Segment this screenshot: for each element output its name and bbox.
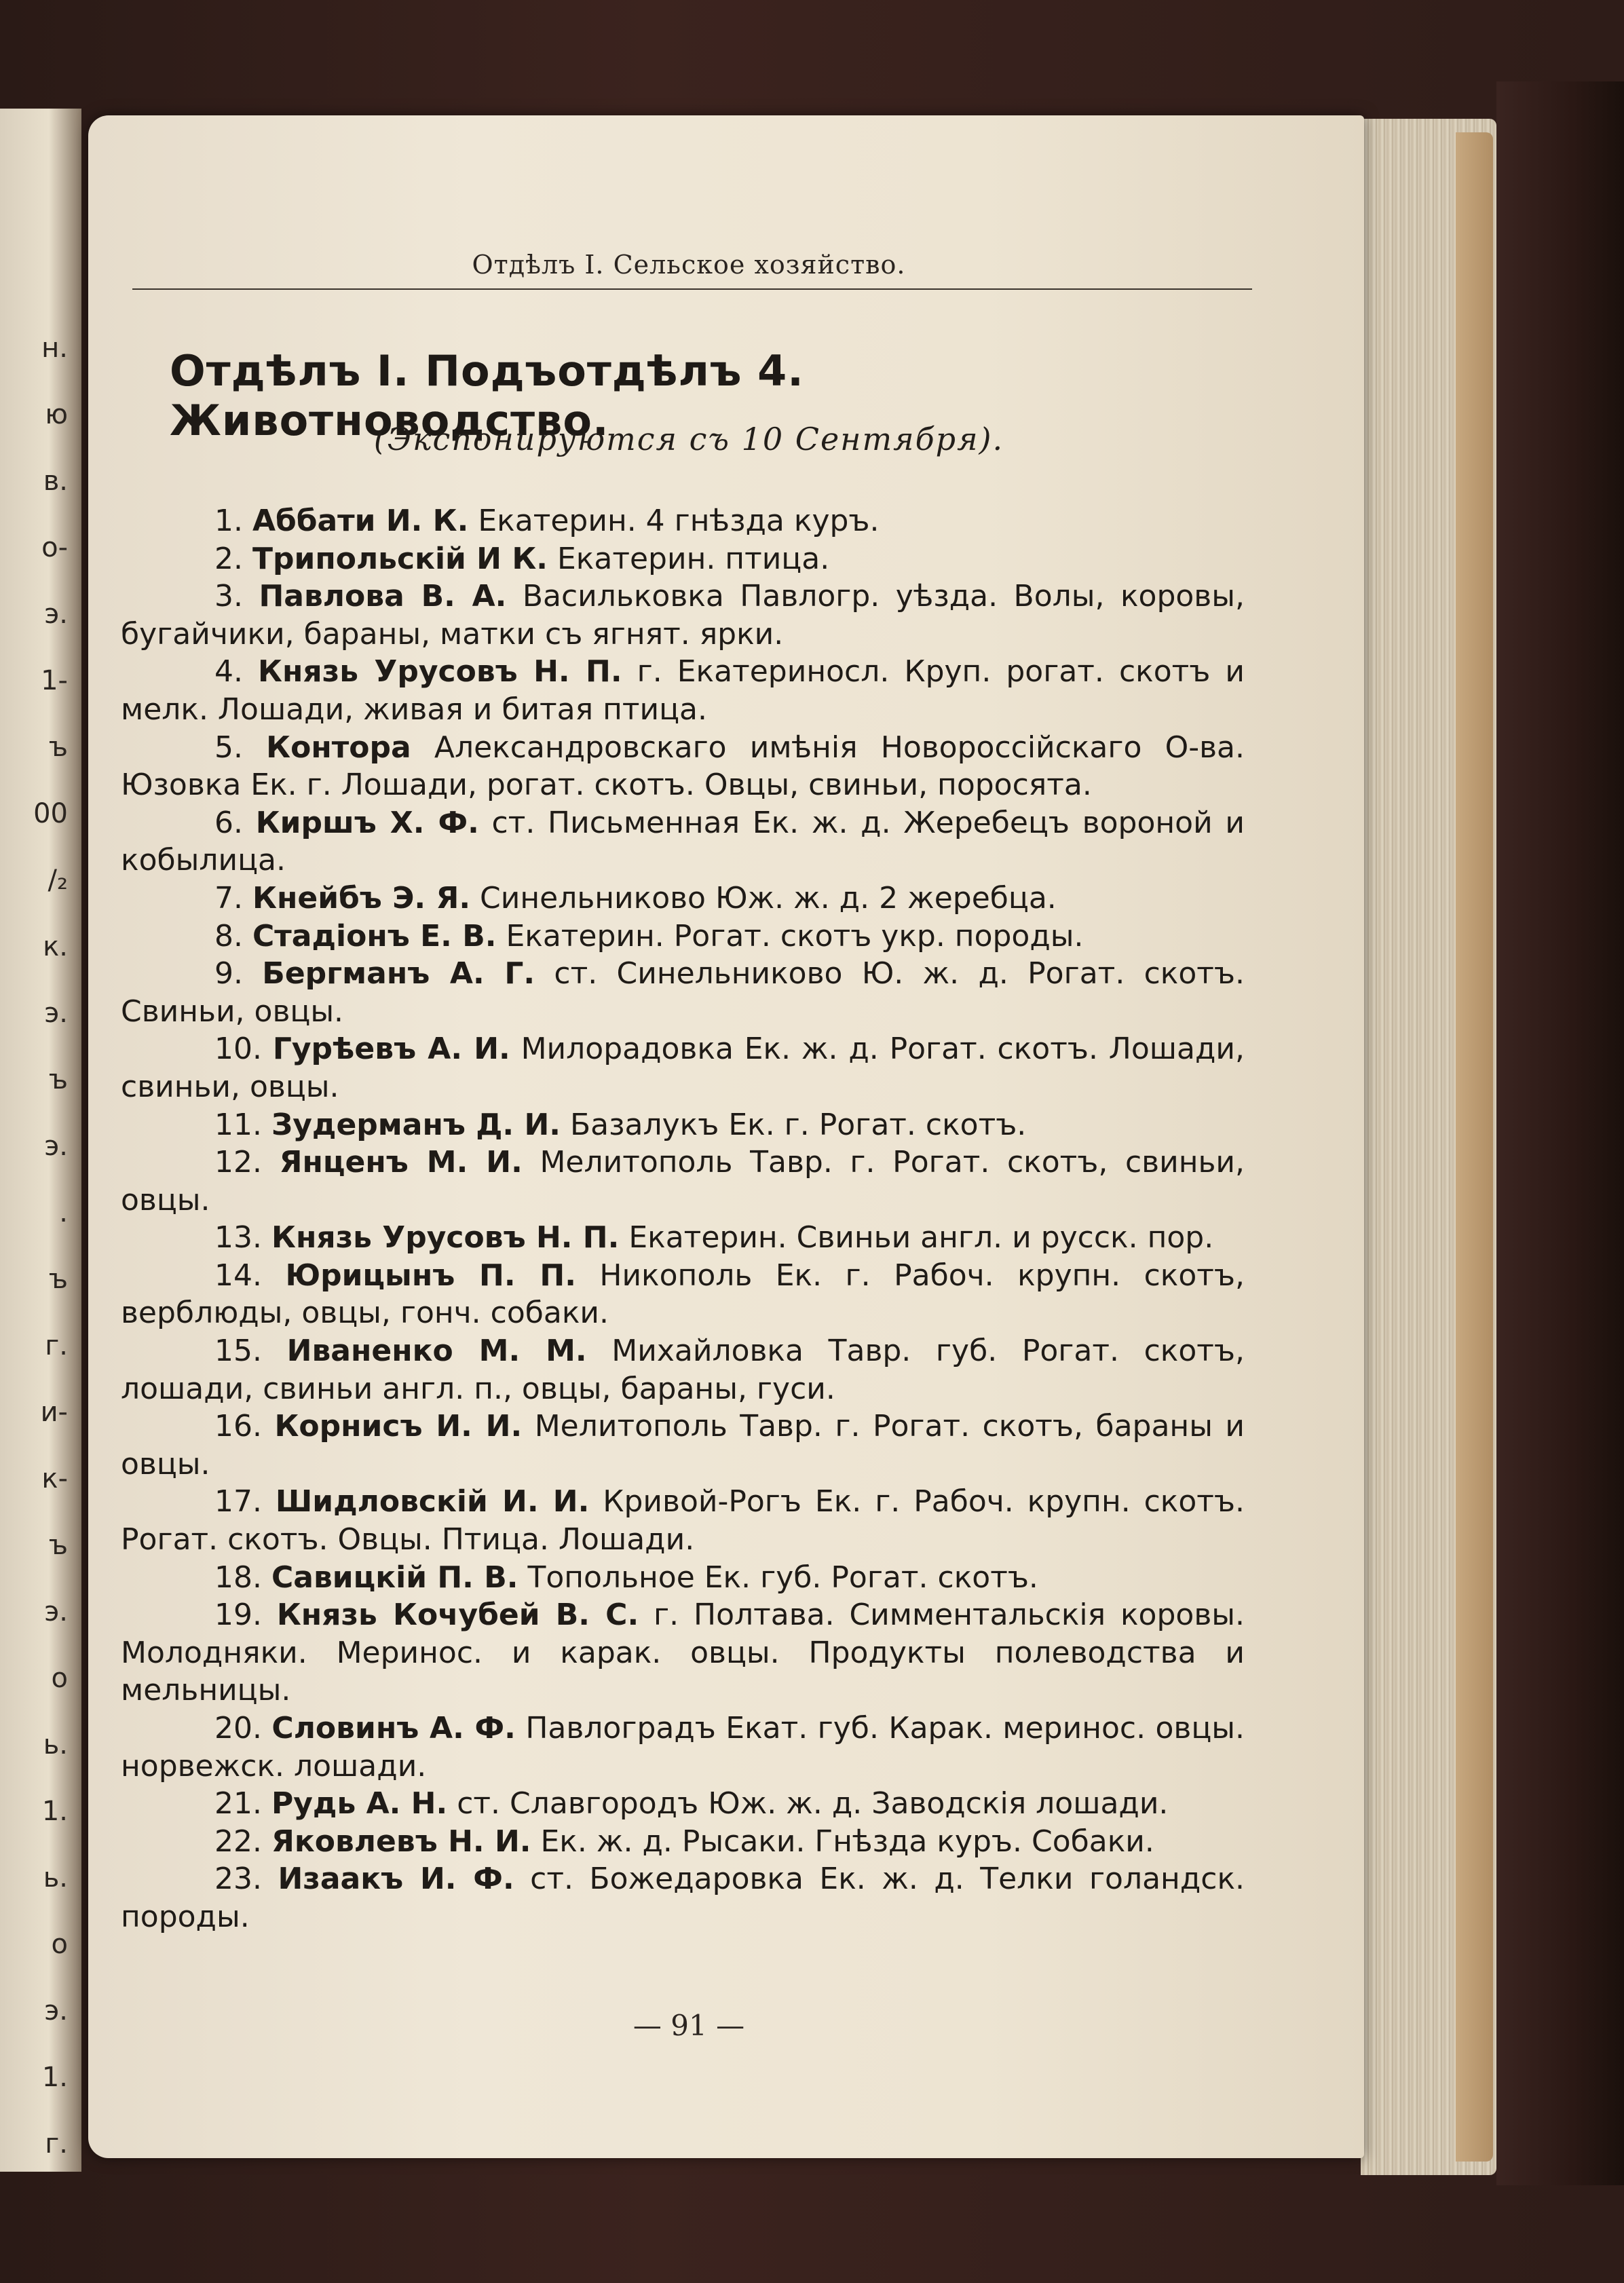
entry-number: 19. [214,1598,262,1633]
left-page-text-fragment: 00 [33,798,68,829]
entry-description: г. Полтава. Симментальскія коровы. Молодняки. Меринос. и карак. овцы. Продукты полеводства и мельницы. [121,1598,1245,1708]
left-page-text-fragment: э. [44,599,68,630]
entry-number: 16. [214,1409,262,1444]
exhibitor-entry [121,1144,1245,1219]
exhibitor-entry [121,1823,1245,1861]
entry-number: 12. [214,1145,262,1180]
exhibitor-name: Шидловскій И. И. [275,1484,590,1520]
entry-number: 5. [214,730,243,765]
exhibitor-name: Стадіонъ Е. В. [252,918,497,954]
entry-description: ст. Письменная Ек. ж. д. Жеребецъ вороной и кобылица. [121,805,1245,878]
entry-number: 13. [214,1220,262,1256]
left-page-text-fragment: 1. [41,1796,68,1827]
exhibitor-entry [121,1408,1245,1483]
exhibitor-name: Корнисъ И. И. [274,1409,523,1444]
entry-description: Михайловка Тавр. губ. Рогат. скотъ, лошади, свиньи англ. п., овцы, бараны, гуси. [121,1334,1245,1406]
entry-number: 4. [214,654,243,690]
exhibitor-entry [121,1559,1245,1597]
running-head: Отдѣлъ I. Сельское хозяйство. [472,250,906,280]
entry-description: Базалукъ Ек. г. Рогат. скотъ. [570,1107,1027,1142]
entry-number: 1. [214,504,243,538]
entry-description: Екатерин. Рогат. скотъ укр. породы. [506,918,1084,954]
entry-description: ст. Синельниково Ю. ж. д. Рогат. скотъ. Свиньи, овцы. [121,956,1245,1029]
exhibitor-name: Павлова В. А. [259,579,507,614]
exhibitor-name: Аббати И. К. [252,504,469,538]
exhibitor-entry [121,502,1245,540]
exhibitor-name: Киршъ Х. Ф. [255,805,479,840]
exhibition-date-subtitle: (Экспонируются съ 10 Сентября). [373,421,1004,457]
entry-number: 11. [214,1107,262,1142]
exhibitor-entry [121,918,1245,956]
entry-number: 21. [214,1786,262,1822]
entry-description: г. Екатериносл. Круп. рогат. скотъ и мелк. Лошади, живая и битая птица. [121,654,1245,727]
exhibitor-name: Янценъ М. И. [279,1145,523,1180]
exhibitor-name: Изаакъ И. Ф. [278,1862,514,1897]
entry-number: 18. [214,1560,262,1595]
exhibitor-list [121,502,1245,1936]
entry-number: 23. [214,1862,262,1897]
left-page-text-fragment: 1- [41,665,68,696]
entry-description: Мелитополь Тавр. г. Рогат. скотъ, свиньи, овцы. [121,1145,1245,1218]
exhibitor-entry [121,1332,1245,1408]
left-page-text-fragment: и- [40,1397,68,1428]
left-page-text-fragment: о [51,1929,68,1960]
left-page-text-fragment: ь. [43,1729,68,1760]
entry-description: Милорадовка Ек. ж. д. Рогат. скотъ. Лошади, свиньи, овцы. [121,1032,1245,1104]
entry-number: 17. [214,1484,262,1520]
exhibitor-entry [121,955,1245,1030]
exhibitor-entry [121,653,1245,728]
exhibitor-name: Словинъ А. Ф. [271,1711,516,1746]
exhibitor-name: Рудь А. Н. [271,1786,448,1822]
exhibitor-entry [121,1483,1245,1558]
exhibitor-name: Юрицынъ П. П. [285,1258,576,1293]
exhibitor-name: Кнейбъ Э. Я. [252,880,471,916]
entry-number: 10. [214,1032,262,1067]
entry-description: Екатерин. 4 гнѣзда куръ. [478,504,880,538]
exhibitor-entry [121,1219,1245,1257]
exhibitor-entry [121,540,1245,578]
entry-description: ст. Славгородъ Юж. ж. д. Заводскія лошади. [457,1786,1169,1822]
exhibitor-name: Бергманъ А. Г. [262,956,535,992]
exhibitor-name: Иваненко М. М. [286,1334,587,1369]
exhibitor-entry [121,729,1245,804]
entry-description: Екатерин. птица. [557,541,830,576]
exhibitor-entry [121,1257,1245,1332]
exhibitor-name: Контора [266,730,411,765]
left-page-text-fragment: о- [41,532,68,563]
exhibitor-entry [121,1030,1245,1106]
left-page-text-fragment: о [51,1663,68,1694]
left-page-text-fragment: ъ [48,1264,68,1295]
entry-number: 6. [214,805,243,840]
left-page-text-fragment: в. [43,466,68,497]
entry-description: Мелитополь Тавр. г. Рогат. скотъ, бараны и овцы. [121,1409,1245,1482]
left-page-text-fragment: ъ [48,732,68,763]
entry-description: Топольное Ек. губ. Рогат. скотъ. [527,1560,1038,1595]
entry-number: 9. [214,956,243,992]
exhibitor-entry [121,1785,1245,1823]
left-page-text-fragment: н. [41,333,68,364]
exhibitor-entry [121,1710,1245,1785]
page-stack-edges [1361,119,1496,2175]
section-title: Отдѣлъ I. Подъотдѣлъ 4. Животноводство. [170,346,804,445]
exhibitor-name: Зудерманъ Д. И. [271,1107,561,1142]
page-number: — 91 — [632,2009,745,2042]
entry-description: Ек. ж. д. Рысаки. Гнѣзда куръ. Собаки. [540,1824,1154,1859]
exhibitor-entry [121,1860,1245,1936]
left-page-text-fragment: к. [43,931,68,962]
exhibitor-name: Яковлевъ Н. И. [271,1824,531,1859]
entry-number: 2. [214,541,243,576]
exhibitor-entry [121,578,1245,653]
left-page-text-fragment: э. [44,1131,68,1162]
entry-number: 14. [214,1258,262,1293]
left-page-text-fragment: . [59,1197,68,1228]
exhibitor-entry [121,880,1245,918]
exhibitor-entry [121,804,1245,880]
entry-number: 20. [214,1711,262,1746]
left-page-text-fragment: к- [41,1463,68,1494]
entry-number: 3. [214,579,243,614]
left-page-edge [0,109,81,2172]
entry-description: Никополь Ек. г. Рабоч. крупн. скотъ, верблюды, овцы, гонч. собаки. [121,1258,1245,1331]
entry-number: 7. [214,880,243,916]
entry-description: ст. Божедаровка Ек. ж. д. Телки голандск. породы. [121,1862,1245,1934]
entry-description: Кривой-Рогъ Ек. г. Рабоч. крупн. скотъ. Рогат. скотъ. Овцы. Птица. Лошади. [121,1484,1245,1558]
left-page-text-fragment: ю [45,399,68,430]
exhibitor-entry [121,1106,1245,1144]
left-page-text-fragment: г. [45,2128,68,2159]
exhibitor-name: Князь Урусовъ Н. П. [271,1220,620,1256]
left-page-text-fragment: ъ [48,1064,68,1095]
entry-description: Павлоградъ Екат. губ. Карак. меринос. овцы. норвежск. лошади. [121,1711,1245,1784]
left-page-text-fragment: /₂ [48,865,68,896]
left-page-text-fragment: ь. [43,1862,68,1893]
left-page-text-fragment: ъ [48,1530,68,1561]
left-page-text-fragment: 1. [41,2062,68,2093]
exhibitor-name: Гурѣевъ А. И. [272,1032,510,1067]
exhibitor-name: Князь Кочубей В. С. [276,1598,639,1633]
entry-description: Синельниково Юж. ж. д. 2 жеребца. [480,880,1057,916]
left-page-text-fragment: э. [44,998,68,1029]
exhibitor-name: Трипольскій И К. [252,541,548,576]
header-rule [132,288,1252,290]
left-page-text-fragment: э. [44,1995,68,2026]
left-page-text-fragment: э. [44,1596,68,1627]
book-binding [1496,81,1624,2185]
entry-description: Екатерин. Свиньи англ. и русск. пор. [628,1220,1214,1256]
exhibitor-name: Савицкій П. В. [271,1560,518,1595]
entry-number: 22. [214,1824,262,1859]
entry-description: Александровскаго имѣнія Новороссійскаго О-ва. Юзовка Ек. г. Лошади, рогат. скотъ. Овцы, свиньи, поросята. [121,730,1245,803]
entry-description: Васильковка Павлогр. уѣзда. Волы, коровы, бугайчики, бараны, матки съ ягнят. ярки. [121,579,1245,652]
exhibitor-entry [121,1596,1245,1710]
left-page-text-fragment: г. [45,1330,68,1361]
entry-number: 15. [214,1334,262,1369]
entry-number: 8. [214,918,243,954]
exhibitor-name: Князь Урусовъ Н. П. [258,654,622,690]
